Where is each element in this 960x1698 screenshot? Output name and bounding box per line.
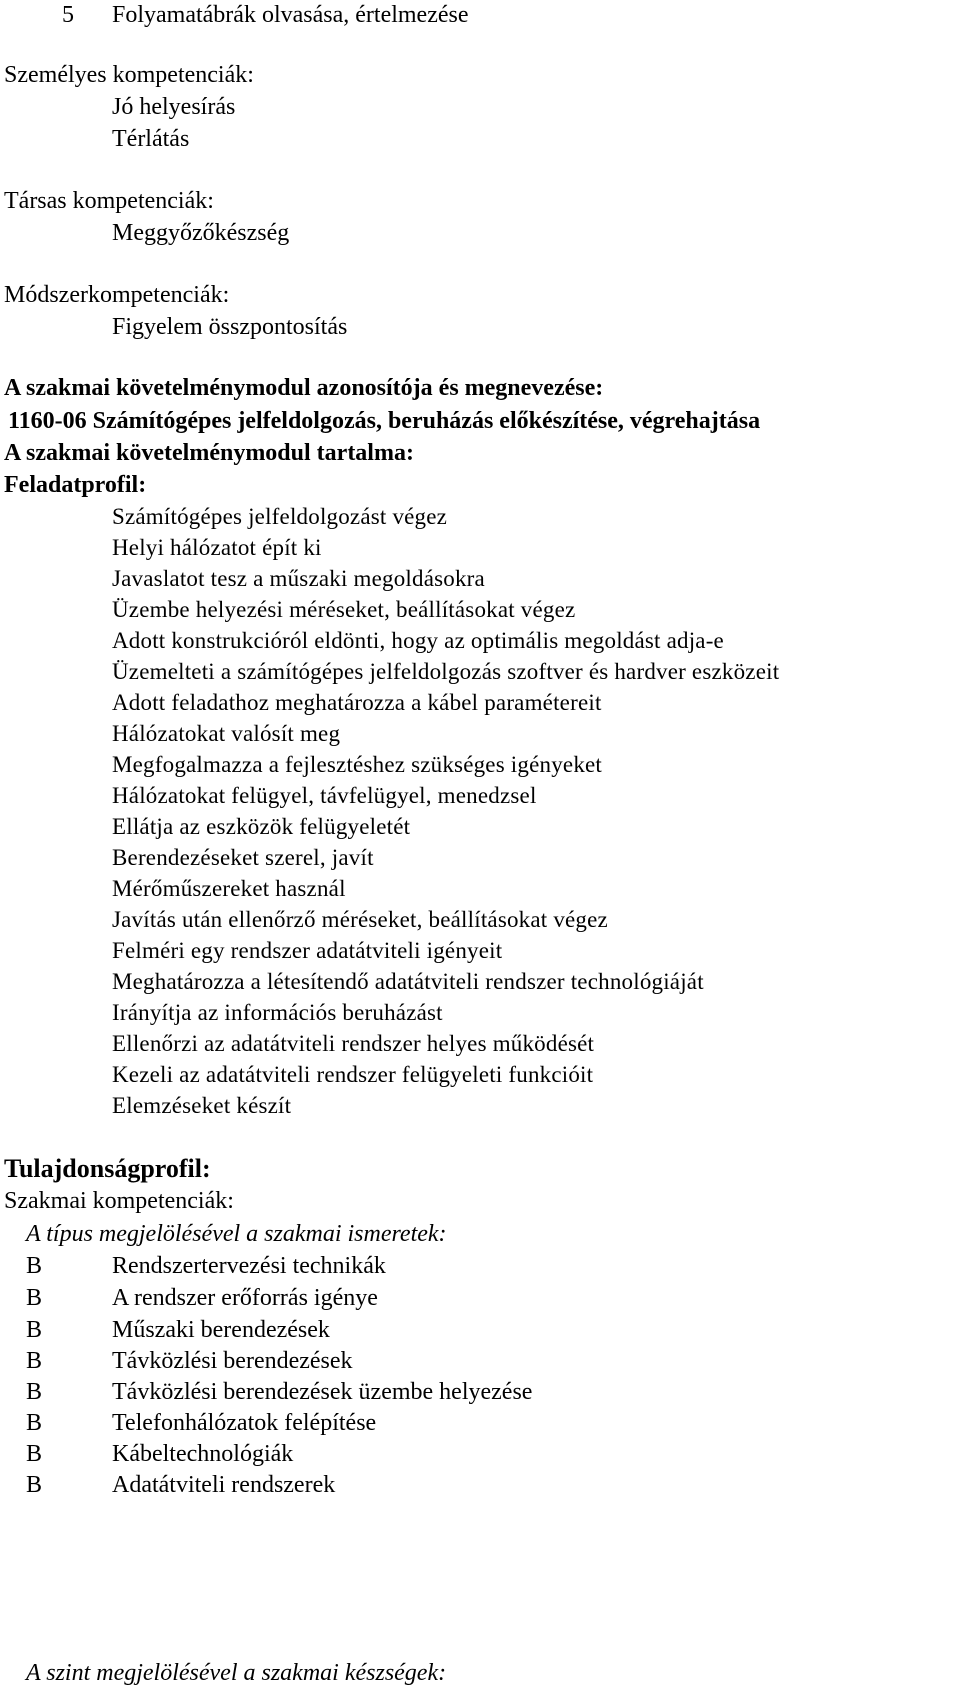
task-item: Számítógépes jelfeldolgozást végez	[112, 504, 448, 529]
task-item: Üzembe helyezési méréseket, beállításokat végez	[112, 597, 576, 622]
social-competencies-label: Társas kompetenciák:	[4, 188, 214, 214]
skills-level-label: A szint megjelölésével a szakmai készségek:	[26, 1660, 447, 1686]
knowledge-type: B	[26, 1379, 43, 1405]
knowledge-item	[26, 1283, 378, 1313]
method-competencies-label: Módszerkompetenciák:	[4, 282, 230, 308]
module-id-value: 1160-06 Számítógépes jelfeldolgozás, beruházás előkészítése, végrehajtása	[8, 408, 761, 434]
module-content-label: A szakmai követelménymodul tartalma:	[4, 440, 414, 466]
knowledge-type-label: A típus megjelölésével a szakmai ismeretek:	[26, 1221, 447, 1247]
knowledge-item	[26, 1346, 353, 1376]
module-id-label: A szakmai követelménymodul azonosítója és megnevezése:	[4, 375, 604, 401]
task-item: Helyi hálózatot épít ki	[112, 535, 322, 560]
task-item: Hálózatokat valósít meg	[112, 721, 341, 746]
section-title: Folyamatábrák olvasása, értelmezése	[112, 2, 469, 28]
task-item: Üzemelteti a számítógépes jelfeldolgozás szoftver és hardver eszközeit	[112, 659, 780, 684]
task-item: Megfogalmazza a fejlesztéshez szükséges igényeket	[112, 752, 603, 777]
task-item: Hálózatokat felügyel, távfelügyel, menedzsel	[112, 783, 537, 808]
knowledge-type: B	[26, 1472, 43, 1498]
knowledge-item	[26, 1470, 335, 1500]
knowledge-type: B	[26, 1317, 43, 1343]
task-item: Elemzéseket készít	[112, 1093, 292, 1118]
personal-competencies-label: Személyes kompetenciák:	[4, 62, 254, 88]
task-item: Javaslatot tesz a műszaki megoldásokra	[112, 566, 485, 591]
knowledge-item	[26, 1251, 386, 1281]
task-item: Adott feladathoz meghatározza a kábel paramétereit	[112, 690, 602, 715]
section-heading	[62, 0, 469, 30]
knowledge-item	[26, 1377, 532, 1407]
knowledge-text: A rendszer erőforrás igénye	[112, 1285, 378, 1311]
task-item: Kezeli az adatátviteli rendszer felügyeleti funkcióit	[112, 1062, 594, 1087]
knowledge-type: B	[26, 1410, 43, 1436]
professional-competencies-label: Szakmai kompetenciák:	[4, 1188, 234, 1214]
task-item: Berendezéseket szerel, javít	[112, 845, 374, 870]
personal-competency-item: Térlátás	[112, 126, 190, 152]
task-profile-label: Feladatprofil:	[4, 472, 147, 498]
task-item: Irányítja az információs beruházást	[112, 1000, 443, 1025]
knowledge-type: B	[26, 1285, 43, 1311]
task-item: Mérőműszereket használ	[112, 876, 346, 901]
knowledge-text: Rendszertervezési technikák	[112, 1253, 386, 1279]
knowledge-text: Kábeltechnológiák	[112, 1441, 294, 1467]
section-number: 5	[62, 2, 74, 28]
knowledge-text: Telefonhálózatok felépítése	[112, 1410, 377, 1436]
knowledge-text: Műszaki berendezések	[112, 1317, 330, 1343]
knowledge-type: B	[26, 1253, 43, 1279]
knowledge-item	[26, 1408, 376, 1438]
task-item: Javítás után ellenőrző méréseket, beállításokat végez	[112, 907, 608, 932]
task-item: Meghatározza a létesítendő adatátviteli rendszer technológiáját	[112, 969, 704, 994]
personal-competency-item: Jó helyesírás	[112, 94, 236, 120]
knowledge-text: Távközlési berendezések	[112, 1348, 353, 1374]
knowledge-text: Adatátviteli rendszerek	[112, 1472, 336, 1498]
knowledge-item	[26, 1315, 330, 1345]
knowledge-type: B	[26, 1348, 43, 1374]
property-profile-label: Tulajdonságprofil:	[4, 1154, 211, 1183]
knowledge-type: B	[26, 1441, 43, 1467]
social-competency-item: Meggyőzőkészség	[112, 220, 290, 246]
task-item: Felméri egy rendszer adatátviteli igényeit	[112, 938, 503, 963]
method-competency-item: Figyelem összpontosítás	[112, 314, 348, 340]
task-item: Adott konstrukcióról eldönti, hogy az optimális megoldást adja-e	[112, 628, 724, 653]
task-item: Ellátja az eszközök felügyeletét	[112, 814, 411, 839]
knowledge-item	[26, 1439, 293, 1469]
task-item: Ellenőrzi az adatátviteli rendszer helyes működését	[112, 1031, 595, 1056]
knowledge-text: Távközlési berendezések üzembe helyezése	[112, 1379, 533, 1405]
